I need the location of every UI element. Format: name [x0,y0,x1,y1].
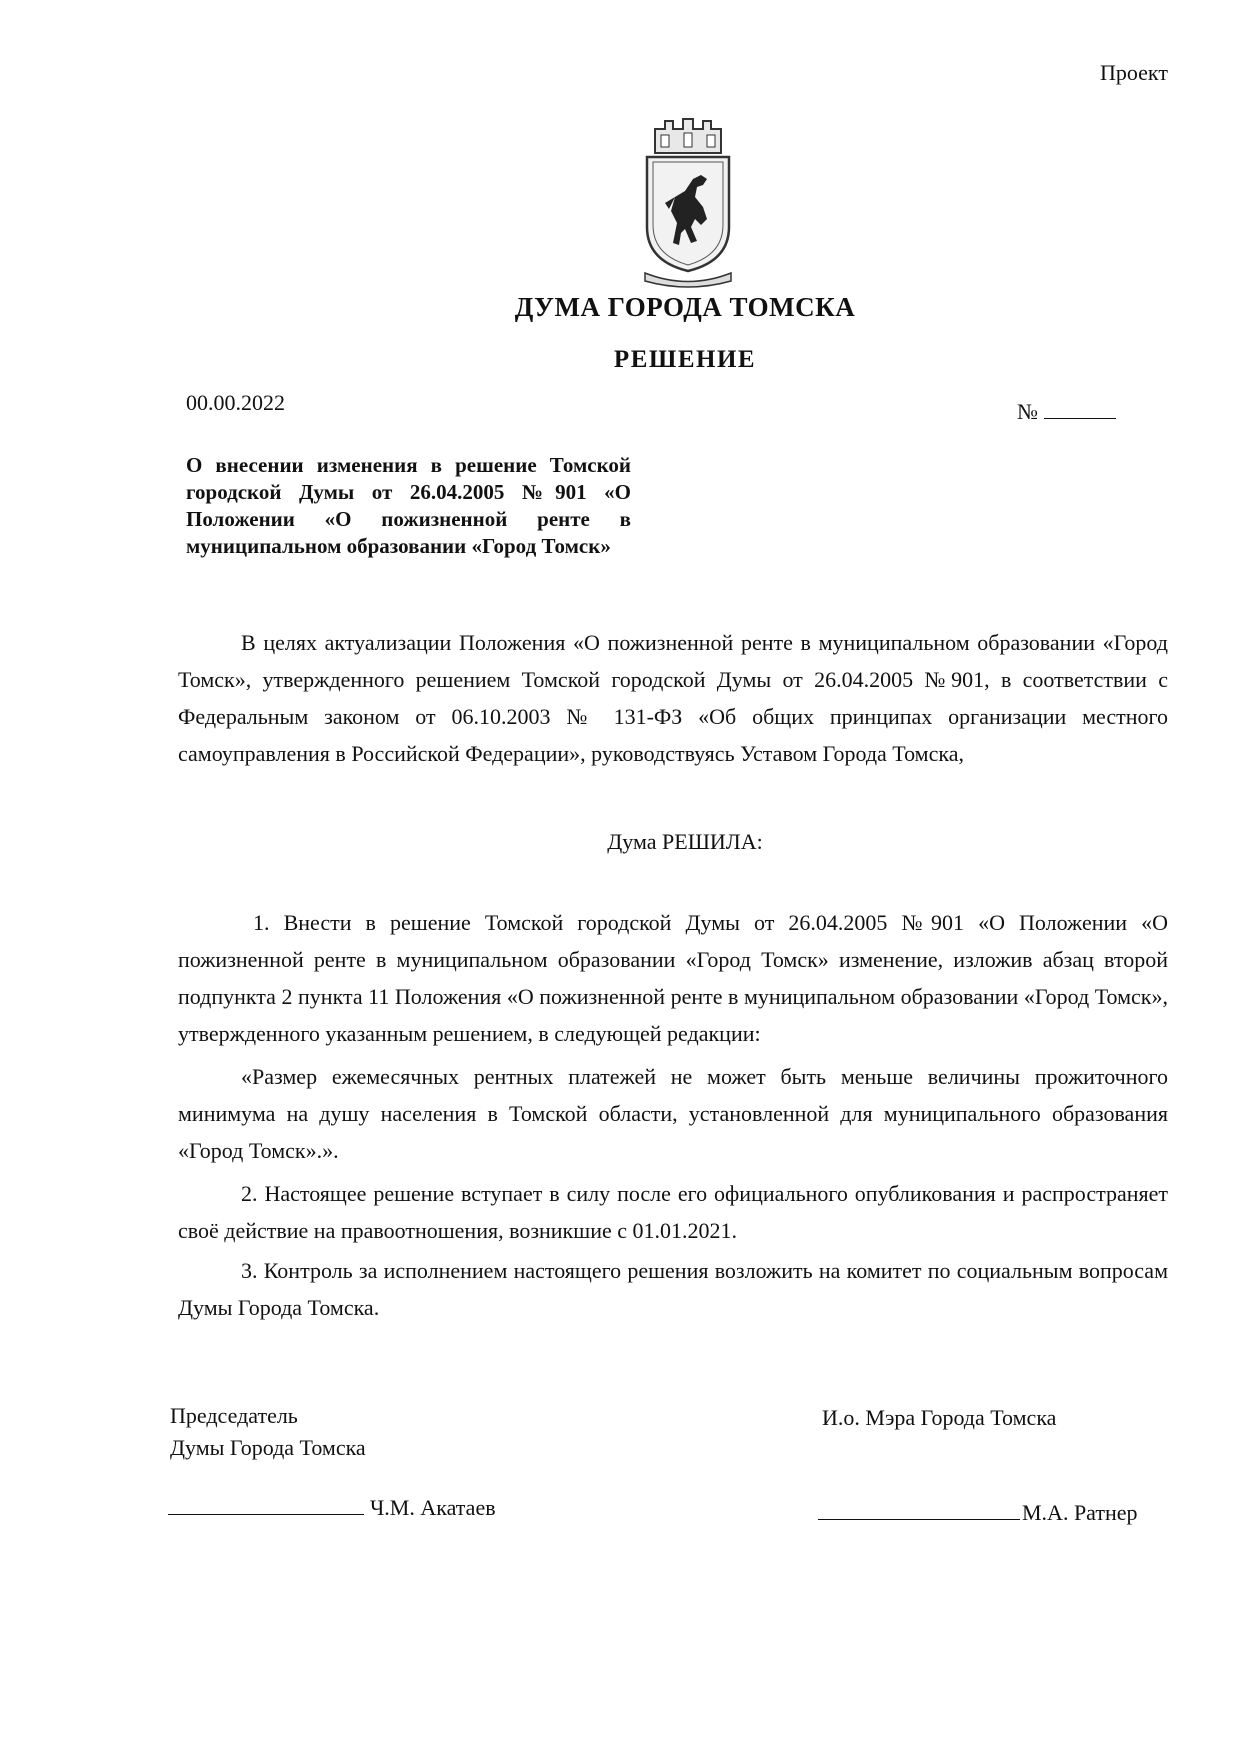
tomsk-coat-of-arms-icon [635,115,741,290]
item-3-paragraph: 3. Контроль за исполнением настоящего решения возложить на комитет по социальным вопросам Думы Города Томска. [178,1258,1168,1320]
quote-paragraph: «Размер ежемесячных рентных платежей не может быть меньше величины прожиточного минимума на душу населения в Томской области, установленной для муниципального образования «Город Томск».». [178,1064,1168,1163]
document-type: РЕШЕНИЕ [613,346,757,373]
signature-line [818,1495,1020,1520]
number-blank [1044,398,1116,419]
organization-title: ДУМА ГОРОДА ТОМСКА [514,292,856,322]
chairman-signature [168,1490,496,1521]
signature-line [168,1490,364,1515]
document-number [1017,398,1116,425]
mayor-name: М.А. Ратнер [1022,1500,1138,1525]
item-2-paragraph: 2. Настоящее решение вступает в силу после его официального опубликования и распространяет своё действие на правоотношения, возникшие с 01.01.2021. [178,1181,1168,1243]
chairman-title-line2: Думы Города Томска [170,1435,366,1460]
resolve-heading: Дума РЕШИЛА: [607,829,763,854]
chairman-name: Ч.М. Акатаев [370,1495,496,1520]
mayor-signature [818,1495,1138,1526]
preamble-paragraph: В целях актуализации Положения «О пожизненной ренте в муниципальном образовании «Город Томск», утвержденного решением Томской городской Думы от 26.04.2005 №901, в соответствии с Федеральным законом от 06.10.2003 № 131-ФЗ «Об общих принципах организации местного самоуправления в Российской Федерации», руководствуясь Уставом Города Томска, [178,630,1168,766]
document-subject: О внесении изменения в решение Томской городской Думы от 26.04.2005 №901 «О Положении «О пожизненной ренте в муниципальном образовании «Город Томск» [186,453,631,558]
chairman-title-line1: Председатель [170,1403,298,1428]
item-1-paragraph: 1. Внести в решение Томской городской Думы от 26.04.2005 №901 «О Положении «О пожизненной ренте в муниципальном образовании «Город Томск» изменение, изложив абзац второй подпункта 2 пункта 11 Положения «О пожизненной ренте в муниципальном образовании «Город Томск», утвержденного указанным решением, в следующей редакции: [178,910,1168,1046]
chairman-title [170,1400,366,1464]
mayor-title: И.о. Мэра Города Томска [822,1405,1057,1430]
document-date: 00.00.2022 [186,390,285,415]
number-label: № [1017,399,1038,424]
draft-label: Проект [1100,60,1168,85]
